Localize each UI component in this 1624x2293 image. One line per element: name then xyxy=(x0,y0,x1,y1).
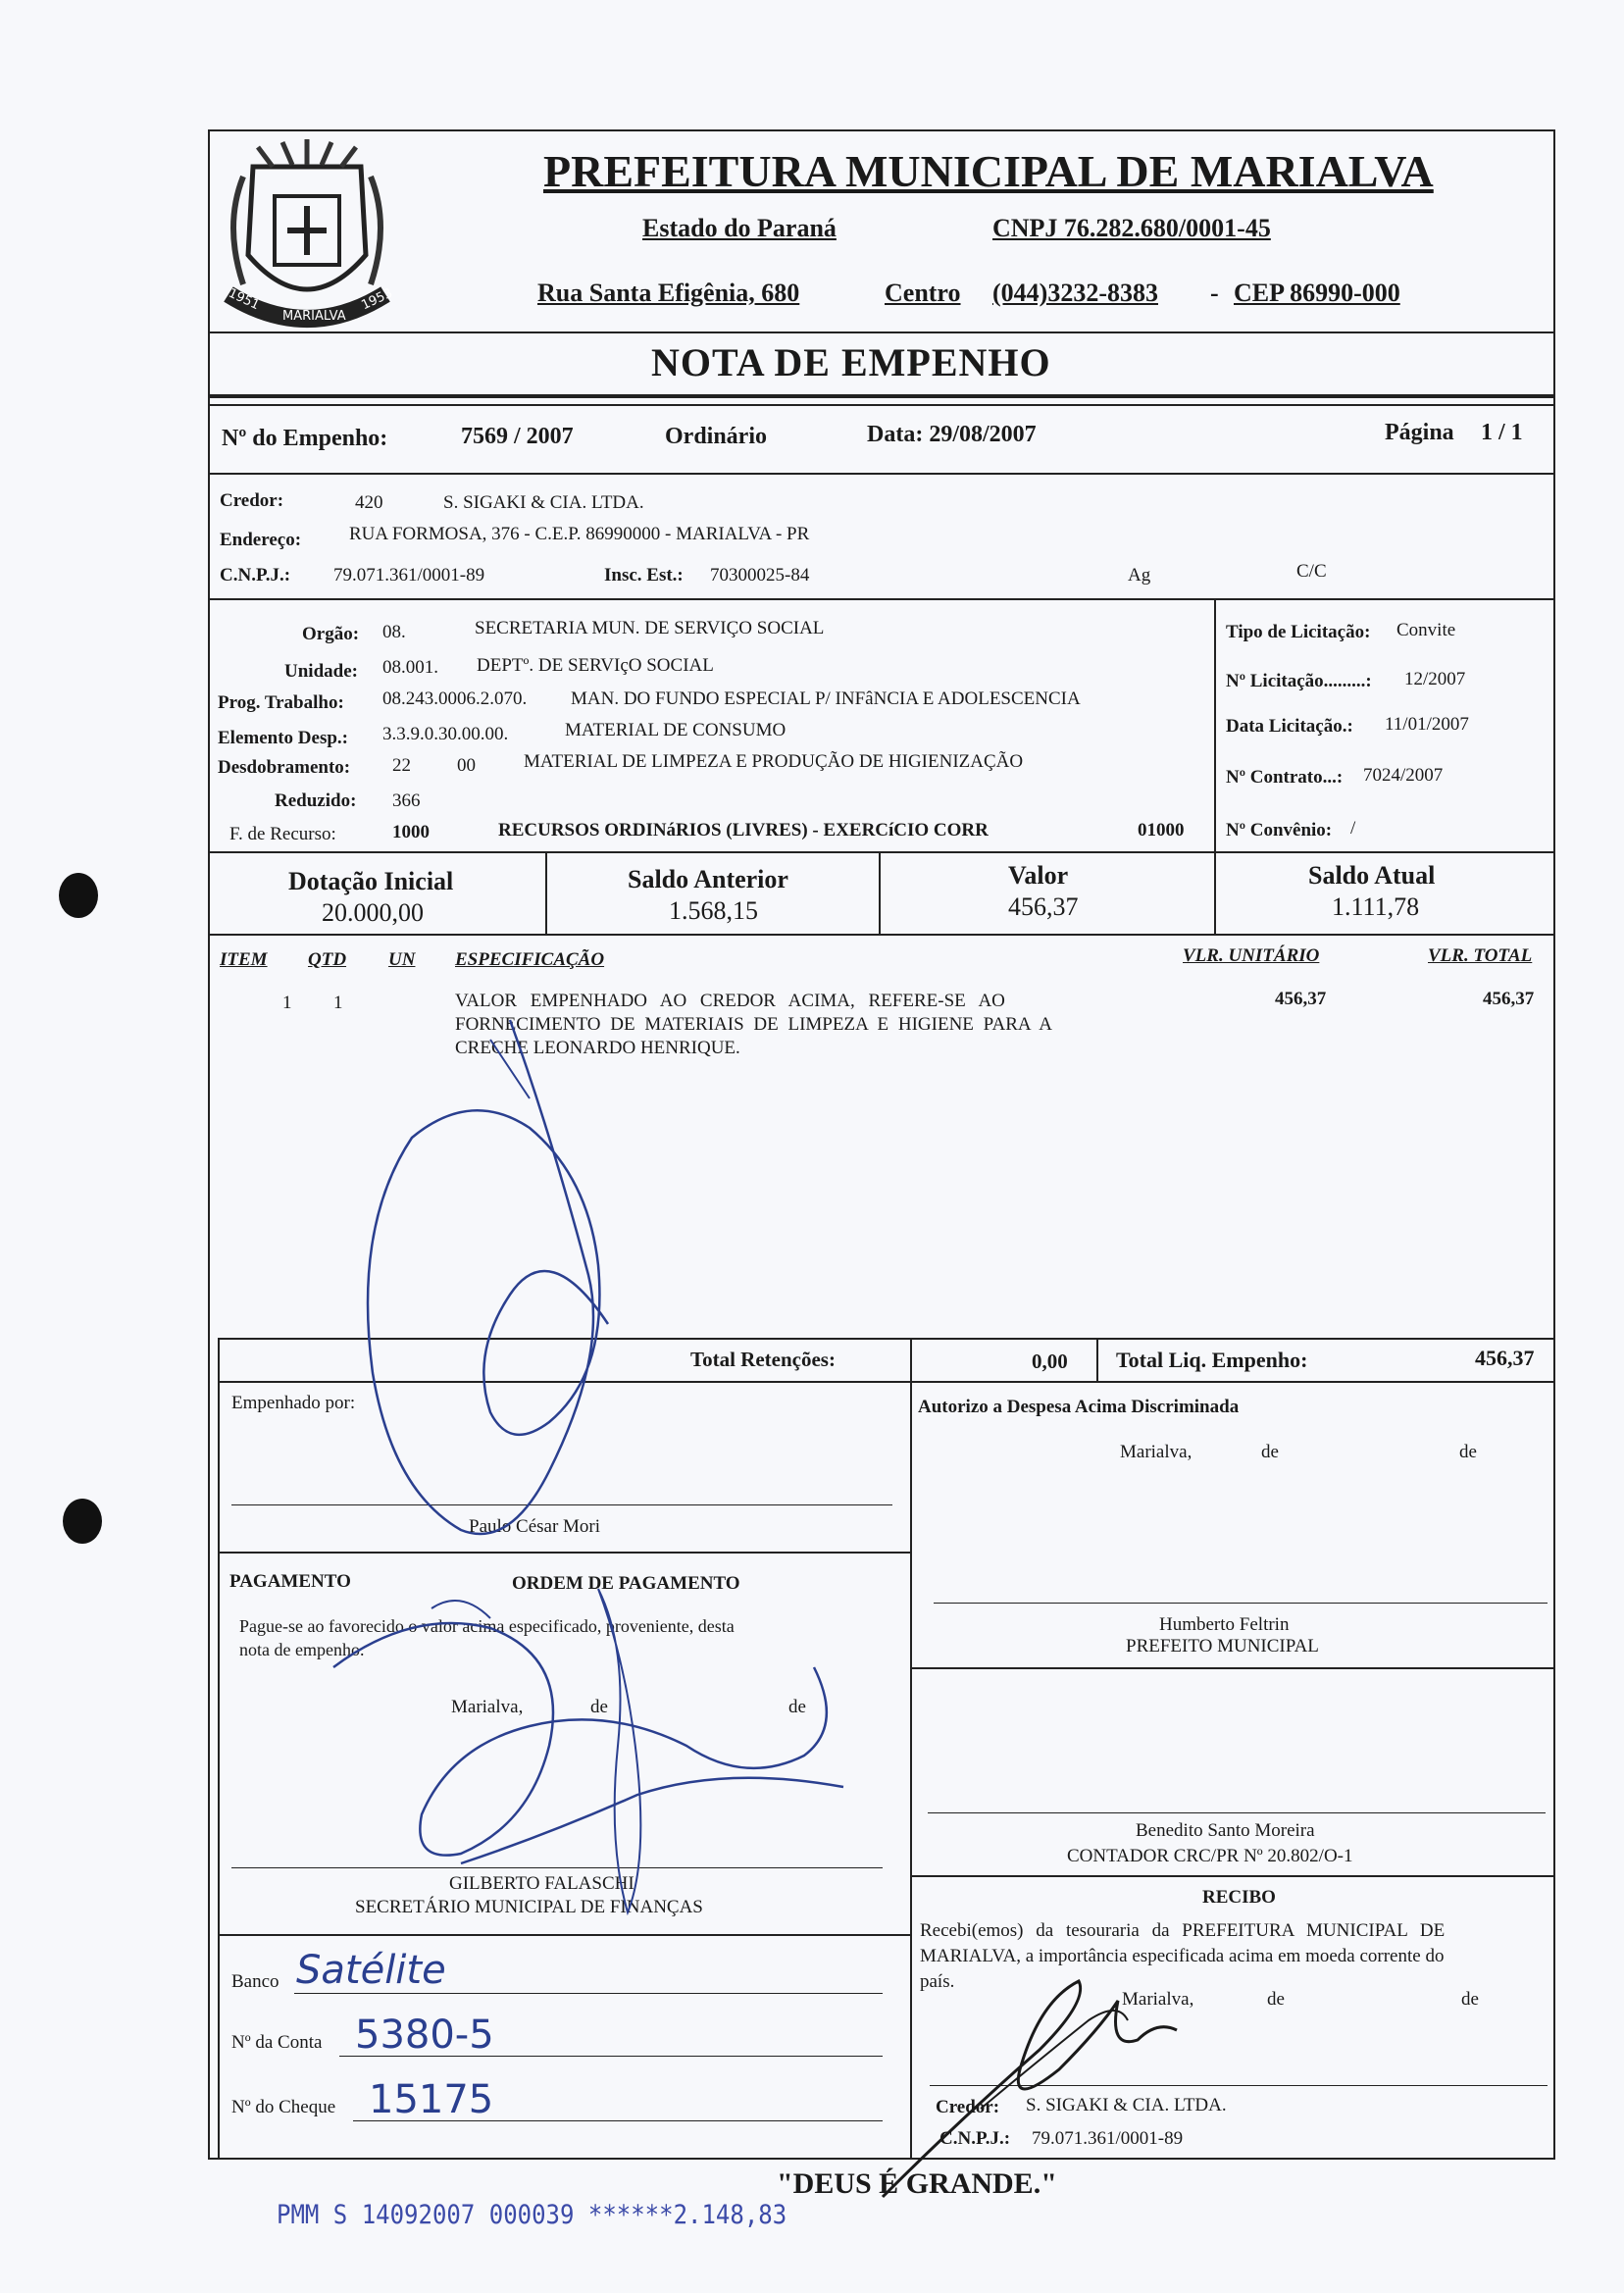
desdobramento-desc: MATERIAL DE LIMPEZA E PRODUÇÃO DE HIGIENIZAÇÃO xyxy=(524,751,1024,772)
recibo-credor-name: S. SIGAKI & CIA. LTDA. xyxy=(1026,2095,1227,2115)
col-vlr-unitario: VLR. UNITÁRIO xyxy=(1183,945,1320,966)
cash-register-stamp: PMM S 14092007 000039 ******2.148,83 xyxy=(277,2199,787,2230)
dotacao-inicial-value: 20.000,00 xyxy=(322,898,424,927)
recibo-text-3: país. xyxy=(920,1971,955,1992)
desdobramento-label: Desdobramento: xyxy=(218,757,351,778)
empenhado-por-label: Empenhado por: xyxy=(231,1393,356,1413)
col-un: UN xyxy=(388,949,416,970)
header-separator: - xyxy=(1210,279,1219,307)
empenho-type: Ordinário xyxy=(665,424,768,449)
recurso-desc: RECURSOS ORDINáRIOS (LIVRES) - EXERCíCIO CORR xyxy=(498,820,989,841)
conta-label: Nº da Conta xyxy=(231,2032,323,2053)
insc-value: 70300025-84 xyxy=(710,565,810,586)
recibo-city: Marialva, xyxy=(1122,1989,1194,2010)
page-label: Página xyxy=(1385,420,1454,445)
seal-year-right: 1953 xyxy=(359,285,395,314)
pagamento-text-1: Pague-se ao favorecido o valor acima especificado, proveniente, desta xyxy=(239,1616,735,1636)
elemento-desc: MATERIAL DE CONSUMO xyxy=(565,720,787,740)
footer-motto: "DEUS É GRANDE." xyxy=(777,2167,1057,2200)
secretario-name: GILBERTO FALASCHI xyxy=(449,1873,634,1894)
credor-cnpj: 79.071.361/0001-89 xyxy=(333,565,485,586)
prefeito-name: Humberto Feltrin xyxy=(1159,1614,1290,1635)
item-number: 1 xyxy=(282,993,292,1013)
recibo-title: RECIBO xyxy=(1202,1887,1276,1908)
item-qtd: 1 xyxy=(333,993,343,1013)
header-cnpj: CNPJ 76.282.680/0001-45 xyxy=(992,214,1271,242)
unidade-label: Unidade: xyxy=(284,661,358,682)
credor-cnpj-label: C.N.P.J.: xyxy=(220,565,291,586)
elemento-label: Elemento Desp.: xyxy=(218,728,348,748)
pagamento-label: PAGAMENTO xyxy=(229,1571,351,1592)
orgao-code: 08. xyxy=(382,622,406,642)
recurso-code2: 01000 xyxy=(1138,820,1185,841)
empenhado-por-name: Paulo César Mori xyxy=(469,1516,601,1537)
recibo-credor-label: Credor: xyxy=(936,2097,1000,2117)
banco-value: Satélite xyxy=(296,1948,446,1993)
saldo-anterior-label: Saldo Anterior xyxy=(628,865,788,893)
reduzido-value: 366 xyxy=(392,790,421,811)
pagamento-city: Marialva, xyxy=(451,1697,524,1717)
credor-code: 420 xyxy=(355,492,383,513)
elemento-code: 3.3.9.0.30.00.00. xyxy=(382,724,509,744)
endereco-label: Endereço: xyxy=(220,530,302,550)
pagamento-text-2: nota de empenho. xyxy=(239,1640,365,1659)
convenio-label: Nº Convênio: xyxy=(1226,820,1333,841)
insc-label: Insc. Est.: xyxy=(604,565,684,586)
empenho-number: 7569 / 2007 xyxy=(461,424,574,449)
secretario-title: SECRETÁRIO MUNICIPAL DE FINANÇAS xyxy=(355,1897,703,1917)
reduzido-label: Reduzido: xyxy=(275,790,357,811)
contrato-value: 7024/2007 xyxy=(1363,765,1444,786)
contador-name: Benedito Santo Moreira xyxy=(1136,1820,1315,1841)
valor-value: 456,37 xyxy=(1008,892,1079,921)
header-title: PREFEITURA MUNICIPAL DE MARIALVA xyxy=(543,146,1434,196)
header-phone: (044)3232-8383 xyxy=(992,279,1158,307)
total-liquido-value: 456,37 xyxy=(1475,1346,1535,1370)
credor-label: Credor: xyxy=(220,490,284,511)
col-item: ITEM xyxy=(220,949,268,970)
header-state: Estado do Paraná xyxy=(642,214,837,242)
autorizo-de-1: de xyxy=(1261,1442,1279,1462)
valor-label: Valor xyxy=(1008,861,1069,890)
orgao-label: Orgão: xyxy=(302,624,360,644)
col-vlr-total: VLR. TOTAL xyxy=(1428,945,1533,966)
empenho-date: Data: 29/08/2007 xyxy=(867,422,1037,447)
total-liquido-label: Total Liq. Empenho: xyxy=(1116,1348,1308,1372)
pagamento-de-1: de xyxy=(590,1697,608,1717)
recibo-de-1: de xyxy=(1267,1989,1285,2010)
prog-label: Prog. Trabalho: xyxy=(218,692,344,713)
dotacao-inicial-label: Dotação Inicial xyxy=(288,867,454,895)
total-retencoes-value: 0,00 xyxy=(1032,1350,1068,1373)
empenho-number-label: Nº do Empenho: xyxy=(222,426,388,451)
unidade-code: 08.001. xyxy=(382,657,438,678)
item-desc-line-1: VALOR EMPENHADO AO CREDOR ACIMA, REFERE-SE AO xyxy=(455,991,1005,1011)
convenio-value: / xyxy=(1350,818,1356,839)
ag-label: Ag xyxy=(1128,565,1151,586)
recurso-label: F. de Recurso: xyxy=(229,824,336,844)
contador-title: CONTADOR CRC/PR Nº 20.802/O-1 xyxy=(1067,1846,1353,1866)
saldo-anterior-value: 1.568,15 xyxy=(669,896,758,925)
data-licitacao-label: Data Licitação.: xyxy=(1226,716,1353,737)
punch-hole-bottom xyxy=(63,1499,102,1544)
recibo-cnpj-label: C.N.P.J.: xyxy=(939,2128,1011,2149)
banco-label: Banco xyxy=(231,1971,279,1992)
autorizo-de-2: de xyxy=(1459,1442,1477,1462)
cheque-value: 15175 xyxy=(369,2077,494,2122)
desdobramento-code: 22 xyxy=(392,755,411,776)
punch-hole-top xyxy=(59,873,98,918)
item-desc-line-2: FORNECIMENTO DE MATERIAIS DE LIMPEZA E HIGIENE PARA A xyxy=(455,1014,1052,1035)
recibo-text-2: MARIALVA, a importância especificada acima em moeda corrente do xyxy=(920,1946,1445,1966)
header-district: Centro xyxy=(885,279,961,307)
credor-name: S. SIGAKI & CIA. LTDA. xyxy=(443,492,644,513)
recibo-cnpj: 79.071.361/0001-89 xyxy=(1032,2128,1184,2149)
recurso-code: 1000 xyxy=(392,822,430,842)
contrato-label: Nº Contrato...: xyxy=(1226,767,1344,788)
unidade-desc: DEPTº. DE SERVIçO SOCIAL xyxy=(477,655,714,676)
prog-code: 08.243.0006.2.070. xyxy=(382,688,528,709)
tipo-licitacao: Convite xyxy=(1396,620,1456,640)
data-licitacao: 11/01/2007 xyxy=(1385,714,1469,735)
saldo-atual-value: 1.111,78 xyxy=(1332,892,1420,921)
saldo-atual-label: Saldo Atual xyxy=(1308,861,1436,890)
col-especificacao: ESPECIFICAÇÃO xyxy=(455,949,605,970)
total-retencoes-label: Total Retenções: xyxy=(690,1348,836,1371)
autorizo-city: Marialva, xyxy=(1120,1442,1193,1462)
document-title: NOTA DE EMPENHO xyxy=(651,340,1051,384)
autorizo-label: Autorizo a Despesa Acima Discriminada xyxy=(918,1397,1240,1417)
item-vlr-unitario: 456,37 xyxy=(1275,989,1327,1009)
recibo-text-1: Recebi(emos) da tesouraria da PREFEITURA MUNICIPAL DE xyxy=(920,1920,1446,1941)
header-cep: CEP 86990-000 xyxy=(1234,279,1400,307)
municipal-seal xyxy=(214,137,400,333)
num-licitacao: 12/2007 xyxy=(1404,669,1466,689)
cc-label: C/C xyxy=(1296,561,1327,582)
tipo-licitacao-label: Tipo de Licitação: xyxy=(1226,622,1371,642)
cheque-label: Nº do Cheque xyxy=(231,2097,336,2117)
page-number: 1 / 1 xyxy=(1481,420,1523,445)
conta-value: 5380-5 xyxy=(355,2013,494,2058)
ordem-pagamento-label: ORDEM DE PAGAMENTO xyxy=(512,1573,740,1594)
seal-label: MARIALVA xyxy=(282,309,346,324)
header-address: Rua Santa Efigênia, 680 xyxy=(537,279,800,307)
recibo-de-2: de xyxy=(1461,1989,1479,2010)
num-licitacao-label: Nº Licitação.........: xyxy=(1226,671,1372,691)
seal-year-left: 1951 xyxy=(226,285,262,314)
prog-desc: MAN. DO FUNDO ESPECIAL P/ INFâNCIA E ADOLESCENCIA xyxy=(571,688,1081,709)
col-qtd: QTD xyxy=(308,949,347,970)
item-vlr-total: 456,37 xyxy=(1483,989,1535,1009)
prefeito-title: PREFEITO MUNICIPAL xyxy=(1126,1636,1319,1656)
item-desc-line-3: CRECHE LEONARDO HENRIQUE. xyxy=(455,1038,740,1058)
pagamento-de-2: de xyxy=(788,1697,806,1717)
orgao-desc: SECRETARIA MUN. DE SERVIÇO SOCIAL xyxy=(475,618,825,638)
credor-address: RUA FORMOSA, 376 - C.E.P. 86990000 - MARIALVA - PR xyxy=(349,524,810,544)
desdobramento-code2: 00 xyxy=(457,755,476,776)
